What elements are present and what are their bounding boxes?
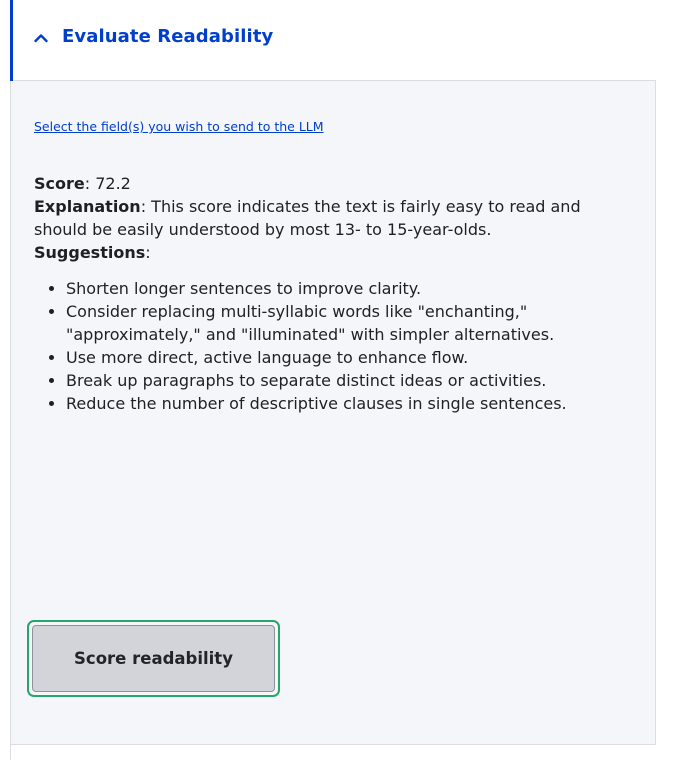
suggestion-item: • Shorten longer sentences to improve clarity. xyxy=(66,277,634,300)
section-content xyxy=(34,118,634,413)
suggestion-item: • Break up paragraphs to separate distinct ideas or activities. xyxy=(66,369,634,392)
suggestions-list xyxy=(34,277,634,415)
suggestion-item: • Consider replacing multi-syllabic words like "enchanting," "approximately," and "illuminated" with simpler alternatives. xyxy=(66,300,634,346)
section-toggle[interactable] xyxy=(11,0,656,81)
suggestions-colon: : xyxy=(145,243,151,262)
suggestion-item: • Use more direct, active language to enhance flow. xyxy=(66,346,634,369)
suggestions-label: Suggestions xyxy=(34,243,146,262)
suggestions-heading xyxy=(34,241,634,264)
readability-result xyxy=(34,172,634,415)
explanation-text: : This score indicates the text is fairly easy to read and should be easily understood by most 13- to 15-year-olds. xyxy=(34,197,581,239)
chevron-up-icon xyxy=(33,30,49,46)
score-readability-button[interactable]: Score readability xyxy=(32,625,275,692)
select-fields-link[interactable]: Select the field(s) you wish to send to the LLM xyxy=(34,119,324,134)
section-title[interactable]: Evaluate Readability xyxy=(62,26,274,47)
suggestion-item: • Reduce the number of descriptive clauses in single sentences. xyxy=(66,392,634,415)
readability-panel xyxy=(10,0,656,760)
explanation-label: Explanation xyxy=(34,197,141,216)
score-line xyxy=(34,172,634,195)
explanation-line xyxy=(34,195,634,241)
score-label: Score xyxy=(34,174,85,193)
next-section-edge xyxy=(11,744,656,761)
score-value: : 72.2 xyxy=(84,174,131,193)
button-focus-ring xyxy=(27,620,280,697)
active-accent-bar xyxy=(10,0,13,81)
